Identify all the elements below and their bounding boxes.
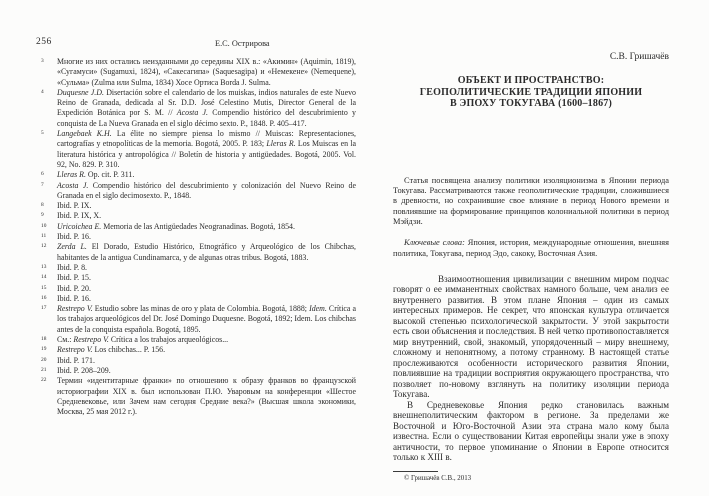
footnote-number: 21 [41, 366, 47, 373]
footnote-text: Idem. [309, 304, 327, 314]
body-paragraph: Взаимоотношения цивилизации с внешним миром подчас говорят о ее имманентных свойствах намного больше, чем анализ ее внутреннего развития. В этом плане Япония – один из самых интересных примеров. Не секрет, что японская культура отличается высокой степенью психологической закрытости. У этой закрытости есть свои объяснения и последствия. В ней четко противопоставляется мир внутренний, свой, знакомый, упорядоченный – миру внешнему, сложному и непонятному, а потому странному. В настоящей статье прослеживаются особенности исторического развития Японии, повлиявшие на традиции восприятия окружающего пространства, что позволяет по-новому взглянуть на политику изоляции периода Токугава. [393, 273, 669, 400]
footnote-text: Ibid. P. 8. [57, 262, 88, 272]
footnote-text: Ibid. P. 20. [57, 283, 91, 293]
footnote [36, 232, 356, 242]
footnote-text: Langebaek K.H. [57, 129, 112, 139]
copyright-text: © Гришачёв С.В., 2013 [404, 474, 472, 482]
footnote-text: Los Muiscas en la literatura histórica y antropológica // Boletín de historia y antigüedades. Bogotá, 2005. Vol. 92, No. 829. P. 310. [57, 139, 356, 169]
footnote-text: Disertación sobre el calendario de los muiskas, indios naturales de este Nuevo Reino de Granada, dedicada al Sr. D.D. José Celestino Mutis, Director General de la Expedición Botánica por S. M. // [57, 87, 356, 118]
footnote-text: Ibid. P. 16. [57, 293, 91, 303]
footnote [36, 376, 356, 417]
footnote [36, 129, 356, 170]
keywords-label: Ключевые слова: [404, 238, 465, 248]
running-head-author: Е.С. Острирова [215, 39, 270, 48]
footnote-number: 5 [41, 130, 44, 137]
footnote-text: Los chibchas... P. 156. [92, 345, 166, 355]
article-body [393, 274, 669, 463]
footnote-text: Restrepo V. [57, 304, 93, 314]
title-line: ГЕОПОЛИТИЧЕСКИЕ ТРАДИЦИИ ЯПОНИИ [419, 86, 643, 98]
footnote-number: 11 [41, 233, 47, 240]
body-paragraph: В Средневековье Япония редко становилась важным внешнеполитическим фактором в регионе. За пределами же Восточной и Юго-Восточной Азии эта страна мало кому была известна. Если о существовании Китая европейцы знали уже в эпоху античности, то первое упоминание о Японии в Европе относится только к XIII в. [393, 399, 669, 463]
footnote-number: 8 [41, 202, 44, 209]
footnote-text: Ibid. P. 171. [57, 355, 95, 365]
footnote-number: 9 [41, 212, 44, 219]
keywords [393, 238, 669, 259]
keywords-text: Япония, история, международные отношения, внешняя политика, Токугава, период Эдо, сакоку, Восточная Азия. [393, 238, 669, 258]
abstract [393, 176, 669, 227]
footnote-number: 6 [41, 171, 44, 178]
footnote-number: 7 [41, 181, 44, 188]
footnote-number: 14 [41, 274, 47, 281]
abstract-text: Статья посвящена анализу политики изоляционизма в Японии периода Токугава. Рассматриваются также геополитические традиции, сложившиеся в древности, но сохранившие свое влияние в период Нового времени и повлиявшие на формирование принципов колониальной политики в период Мэйдзи. [393, 175, 669, 226]
footnote [36, 201, 356, 211]
footnote-number: 20 [41, 356, 47, 363]
footnote-text: Ibid. P. 208–209. [57, 365, 111, 375]
footnote [36, 304, 356, 335]
article-title [393, 75, 669, 110]
title-line: В ЭПОХУ ТОКУГАВА (1600–1867) [449, 98, 612, 110]
footnote-text: См.: [57, 335, 74, 345]
footnote [36, 57, 356, 88]
footnote-text: Memoria de las Antigüedades Neogranadinas. Bogotá, 1854. [101, 221, 295, 231]
footer-rule [393, 471, 438, 472]
footnote-number: 10 [41, 222, 47, 229]
footnote-text: Estudio sobre las minas de oro y plata de Colombia. Bogotá, 1888; [92, 304, 310, 314]
footnote-text: Uricoichea E. [57, 221, 102, 231]
footnote [36, 211, 356, 221]
footnote [36, 284, 356, 294]
footnote [36, 222, 356, 232]
footnote-text: Ibid. P. 16. [57, 232, 91, 242]
footnote-number: 13 [41, 263, 47, 270]
footnote-text: Restrepo V. [73, 335, 109, 345]
footnote-text: Zerda L. [57, 242, 87, 252]
footnote-text: Crítica a los trabajos arqueológicos... [108, 335, 229, 345]
footnote [36, 294, 356, 304]
footnote [36, 366, 356, 376]
footnote [36, 335, 356, 345]
footnote-text: Lleras R. [57, 170, 86, 180]
footnote-text: Op. cit. P. 311. [85, 170, 135, 180]
footnote-text: Compendio histórico del descubrimiento y colonización del Nuevo Reino de Granada en el siglo decimosexto. P., 1848. [57, 180, 356, 200]
footnote-number: 15 [41, 284, 47, 291]
footnote-text: Многие из них остались неизданными до середины XIX в.: «Акимин» (Aquimin, 1819), «Сугамуси» (Sugamuxi, 1824), «Сакесагипа» (Saquesagipa) и «Немекене» (Nemequene), «Сульма» (Zulma или Sulma, 1834) Хосе Ортиса Borda J. Sulma. [57, 57, 356, 87]
footnote-text: Acosta J. [176, 108, 209, 118]
title-line: ОБЪЕКТ И ПРОСТРАНСТВО: [457, 75, 605, 86]
footnotes-list [36, 57, 356, 417]
right-page [393, 52, 669, 482]
footnote [36, 181, 356, 202]
footnote-text: Термин «идентитарные франки» по отношению к образу франков во французской историографии XIX в. был использован П.Ю. Уваровым на конференции «Шестое Средневековье, или Зачем нам сегодня Средние века?» (Высшая школа экономики, Москва, 25 мая 2012 г.). [57, 376, 356, 417]
footnote-text: Compendio histórico del descubrimiento y conquista de La Nueva Granada en el siglo décimo sexto. P., 1848. P. 405–417. [57, 108, 356, 128]
footnote [36, 263, 356, 273]
page-number: 256 [36, 37, 52, 47]
footnote-text: Acosta J. [57, 180, 89, 190]
footnote-text: Restrepo V. [57, 345, 93, 355]
footnote-text: Duquesne J.D. [57, 87, 104, 97]
footnote-text: Ibid. P. IX. [57, 201, 92, 211]
left-page [36, 37, 356, 417]
footnote-number: 3 [41, 58, 44, 64]
footnote-number: 19 [41, 346, 47, 353]
footnote [36, 242, 356, 263]
footnote-number: 4 [41, 88, 44, 95]
footnote [36, 88, 356, 129]
running-head [36, 37, 356, 49]
copyright-footer [393, 471, 669, 482]
footnote [36, 170, 356, 180]
footnote-number: 12 [41, 243, 47, 250]
footnote-text: Crítica a los trabajos arqueológicos del Dr. José Domingo Duquesne. Bogotá, 1892; Idem. Los chibchas antes de la conquista española. Bogotá, 1895. [57, 304, 356, 334]
footnote-text: La élite no siempre piensa lo mismo // Muiscas: Representaciones, cartografías y etnopolíticas de la memoria. Bogotá, 2005. P. 183; [57, 129, 356, 149]
footnote-text: Ibid. P. 15. [57, 273, 91, 283]
footnote-number: 22 [41, 377, 47, 384]
article-author: С.В. Гришачёв [609, 52, 669, 62]
footnote-text: El Dorado, Estudio Histórico, Etnográfico y Arqueológico de los Chibchas, habitantes de la antigua Cundinamarca, y de algunas otras tribus. Bogotá, 1883. [57, 242, 356, 262]
footnote [36, 356, 356, 366]
footnote [36, 273, 356, 283]
footnote-text: Ibid. P. IX, X. [57, 211, 102, 221]
footnote-number: 18 [41, 336, 47, 343]
footnote [36, 345, 356, 355]
footnote-number: 17 [41, 305, 47, 312]
footnote-text: Lleras R. [266, 139, 296, 149]
footnote-number: 16 [41, 294, 47, 301]
